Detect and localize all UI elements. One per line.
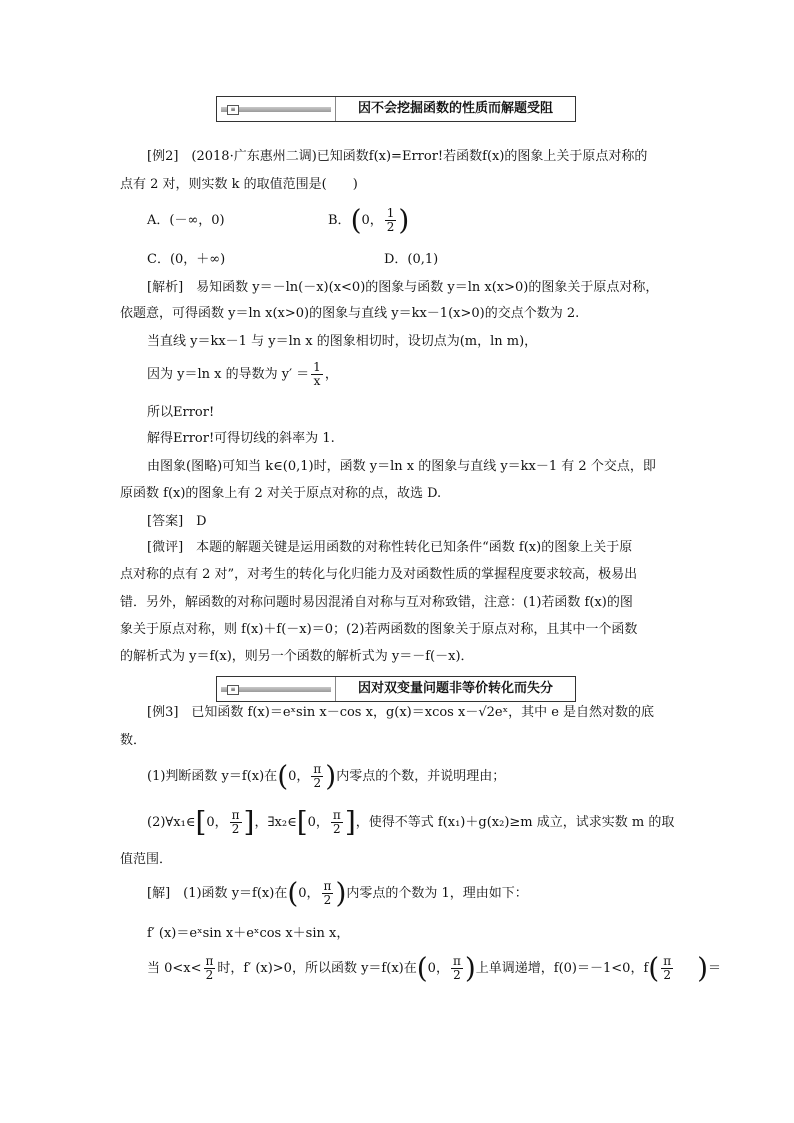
- option-a: A．(－∞，0): [147, 213, 225, 228]
- solution-line5: 所以Error!: [147, 405, 215, 420]
- header-tag-graphic-2: ≡: [217, 677, 336, 701]
- solution-line7: 由图象(图略)可知当 k∈(0,1)时，函数 y＝ln x 的图象与直线 y＝kx－1 有 2 个交点，即: [147, 459, 656, 474]
- pi-over-2-fraction: [311, 763, 323, 790]
- example2-line2: 点有 2 对，则实数 k 的取值范围是( ): [120, 177, 358, 192]
- section-header-1: [216, 96, 576, 122]
- pi-numerator: π: [205, 954, 214, 968]
- review-line3: 错．另外，解函数的对称问题时易因混淆自对称与互对称致错，注意：(1)若函数 f(x)的图: [120, 595, 633, 610]
- solution-line6: 解得Error!可得切线的斜率为 1.: [147, 431, 335, 446]
- review-line4: 象关于原点对称，则 f(x)＋f(－x)＝0；(2)若两函数的图象关于原点对称，且其中一个函数: [120, 622, 638, 637]
- question1-text: (1)判断函数 y＝f(x)在: [147, 769, 278, 784]
- solution-line1: [解析] 易知函数 y＝－ln(－x)(x<0)的图象与函数 y＝ln x(x>0)的图象关于原点对称，: [147, 280, 659, 295]
- option-b-label: B．: [328, 213, 351, 228]
- review-line5: 的解析式为 y＝f(x)，则另一个函数的解析式为 y＝－f(－x)．: [120, 649, 474, 664]
- review-line1: [微评] 本题的解题关键是运用函数的对称性转化已知条件“函数 f(x)的图象上关于原: [147, 540, 633, 555]
- f-arg-fraction: [661, 955, 673, 982]
- interval1-fraction: [230, 809, 242, 836]
- option-c: C．(0，＋∞): [147, 252, 226, 267]
- solution3-line3-text: 当 0<x<: [147, 961, 202, 976]
- question2-end: ，使得不等式 f(x₁)＋g(x₂)≥m 成立，试求实数 m 的取: [355, 815, 675, 830]
- x-bound-fraction: [204, 955, 216, 982]
- pi-numerator: π: [231, 808, 240, 822]
- question2-mid: ，∃x₂∈: [254, 815, 297, 830]
- pi-numerator: π: [323, 879, 332, 893]
- solution3-end: 内零点的个数为 1，理由如下：: [346, 886, 528, 901]
- pi-numerator: π: [452, 954, 461, 968]
- monotone-interval-fraction: [451, 955, 463, 982]
- solution3-line3-end: ＝: [708, 961, 722, 976]
- solution3-fraction: [322, 880, 334, 907]
- question2: (2)∀x₁∈[0， $\frac{\pi}{2}$ ]，∃x₂∈[0， $\frac{\pi}{2}$ ]，使得不等式 f(x₁)＋g(x₂)≥m 成立，试求实数 m 的取: [147, 805, 675, 839]
- two-denominator: 2: [663, 968, 671, 982]
- interval2-lower: 0，: [307, 815, 329, 830]
- solution-line8: 原函数 f(x)的图象上有 2 对关于原点对称的点，故选 D.: [120, 486, 442, 501]
- two-denominator: 2: [205, 968, 214, 982]
- derivative-numerator: 1: [313, 360, 321, 374]
- derivative-fraction: [311, 361, 323, 388]
- monotone-interval-lower: 0，: [427, 961, 449, 976]
- option-b-fraction: [385, 207, 397, 234]
- solution-line4-end: ，: [324, 367, 338, 382]
- solution3-line1: [解] (1)函数 y＝f(x)在(0， $\frac{\pi}{2}$ )内零点的个数为 1，理由如下：: [147, 876, 528, 910]
- two-denominator: 2: [231, 822, 240, 836]
- review-line2: 点对称的点有 2 对”，对考生的转化与化归能力及对函数性质的掌握程度要求较高，极易出: [120, 567, 638, 582]
- example2-line1: [例2] (2018·广东惠州二调)已知函数f(x)=Error!若函数f(x)的图象上关于原点对称的: [147, 149, 648, 164]
- solution-line4: [147, 358, 338, 392]
- question1: (1)判断函数 y＝f(x)在(0， $\frac{\pi}{2}$ )内零点的个数，并说明理由；: [147, 759, 506, 793]
- derivative-denominator: x: [313, 374, 321, 388]
- solution-line3: 当直线 y＝kx－1 与 y＝ln x 的图象相切时，设切点为(m，ln m)，: [147, 334, 538, 349]
- question1-lower: 0，: [288, 769, 310, 784]
- option-b: B．(0， $\frac{1}{2}$ ): [328, 203, 410, 237]
- two-denominator: 2: [333, 822, 341, 836]
- solution3-line3-post: 上单调递增，f(0)＝－1<0，f: [475, 961, 649, 976]
- interval2-fraction: [331, 809, 343, 836]
- option-b-lower: 0，: [361, 213, 383, 228]
- solution-line4-text: 因为 y＝ln x 的导数为 y′ ＝: [147, 367, 310, 382]
- answer-line: [答案] D: [147, 514, 207, 529]
- section-header-2: [216, 676, 576, 702]
- pi-numerator: π: [313, 762, 322, 776]
- option-b-denominator: 2: [386, 220, 395, 234]
- interval1-lower: 0，: [206, 815, 228, 830]
- pi-numerator: π: [663, 954, 672, 968]
- example3-line1: [例3] 已知函数 f(x)＝eˣsin x－cos x，g(x)＝xcos x－√2eˣ，其中 e 是自然对数的底: [147, 705, 655, 720]
- option-d: D．(0,1): [384, 252, 439, 267]
- section-title-1: 因不会挖掘函数的性质而解题受阻: [357, 101, 553, 116]
- solution3-lower: 0，: [298, 886, 320, 901]
- option-b-numerator: 1: [386, 206, 395, 220]
- example3-line2: 数．: [120, 733, 147, 748]
- two-denominator: 2: [323, 893, 332, 907]
- two-denominator: 2: [453, 968, 461, 982]
- header-tag-graphic: ≡: [217, 97, 336, 121]
- solution3-line3: 当 0<x< $\frac{\pi}{2}$ 时，f′ (x)>0，所以函数 y＝f(x)在(0， $\frac{\pi}{2}$ )上单调递增，f(0)＝－1<0，f( $\frac{\pi}{2}$ )＝: [147, 951, 722, 985]
- section-title-2: 因对双变量问题非等价转化而失分: [357, 681, 553, 696]
- two-denominator: 2: [313, 776, 322, 790]
- solution3-line3-mid: 时，f′ (x)>0，所以函数 y＝f(x)在: [217, 961, 417, 976]
- derivative-line: f′ (x)＝eˣsin x＋eˣcos x＋sin x，: [147, 926, 350, 941]
- question2-text: (2)∀x₁∈: [147, 815, 196, 830]
- solution3-text: [解] (1)函数 y＝f(x)在: [147, 886, 288, 901]
- question1-end: 内零点的个数，并说明理由；: [336, 769, 506, 784]
- solution-line2: 依题意，可得函数 y＝ln x(x>0)的图象与直线 y＝kx－1(x>0)的交点个数为 2.: [120, 306, 580, 321]
- pi-numerator: π: [332, 808, 341, 822]
- question2-line2: 值范围．: [120, 852, 173, 867]
